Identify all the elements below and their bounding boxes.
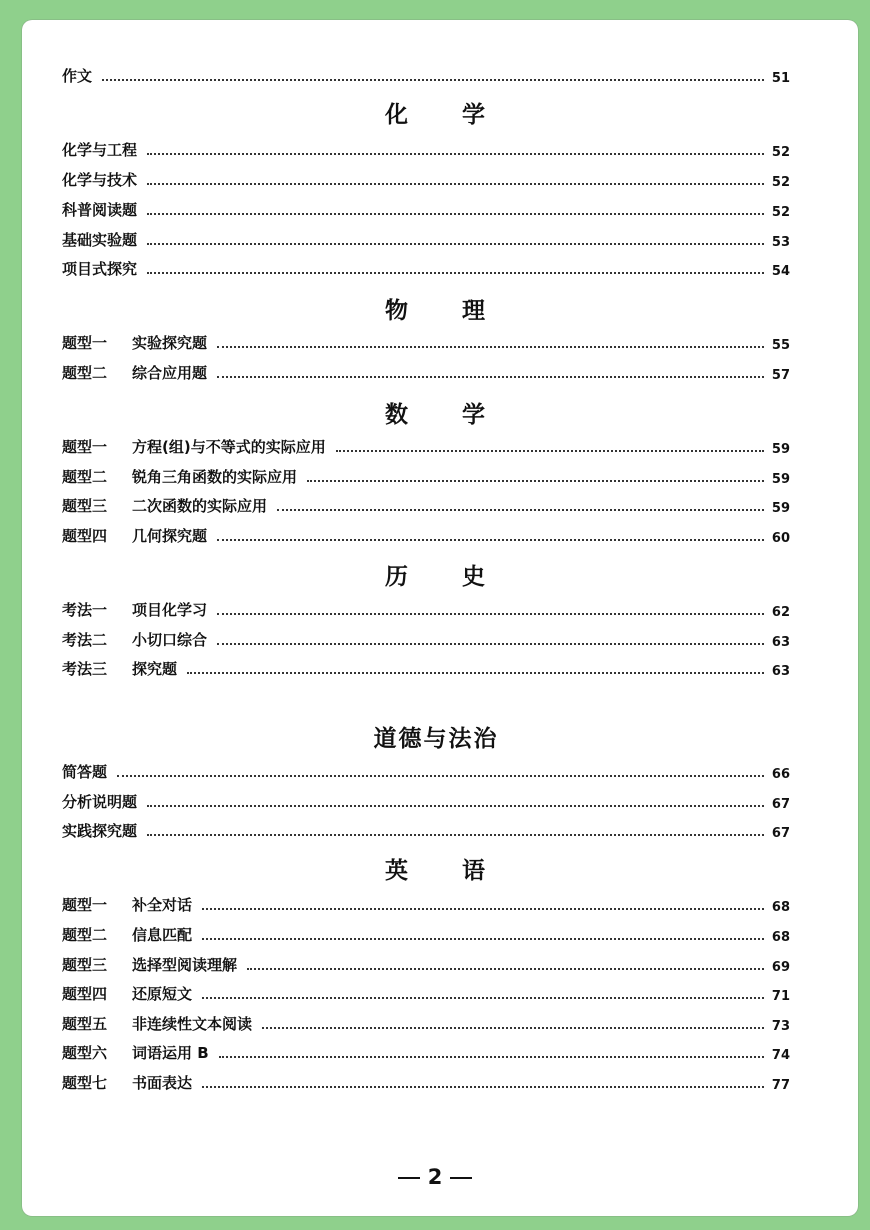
toc-entry xyxy=(62,361,790,385)
toc-entry-prefix: 题型四 xyxy=(62,527,108,545)
toc-entry-label xyxy=(62,465,297,489)
toc-entry-label xyxy=(62,64,92,88)
toc-entry-label xyxy=(62,361,207,385)
toc-entry xyxy=(62,819,790,843)
toc-entry-label xyxy=(62,168,137,192)
toc-leader-dots xyxy=(147,243,764,245)
toc-entry-prefix: 题型二 xyxy=(62,468,108,486)
toc-leader-dots xyxy=(217,346,764,348)
toc-leader-dots xyxy=(147,183,764,185)
toc-entry-label xyxy=(62,138,137,162)
toc-leader-dots xyxy=(147,153,764,155)
toc-entry-prefix: 题型三 xyxy=(62,497,108,515)
toc-entry xyxy=(62,790,790,814)
toc-entry xyxy=(62,598,790,622)
toc-entry-label xyxy=(62,628,207,652)
toc-entry-prefix: 题型四 xyxy=(62,985,108,1003)
toc-entry-label xyxy=(62,923,192,947)
toc-entry-title: 锐角三角函数的实际应用 xyxy=(132,468,298,486)
toc-entry xyxy=(62,198,790,222)
toc-leader-dots xyxy=(202,997,764,999)
toc-entry xyxy=(62,168,790,192)
toc-entry-prefix: 题型五 xyxy=(62,1015,108,1033)
toc-entry-title: 实验探究题 xyxy=(132,334,208,352)
toc-entry xyxy=(62,524,790,548)
toc-entry-label xyxy=(62,760,107,784)
toc-entry-page: 59 xyxy=(771,472,790,487)
toc-entry-title: 综合应用题 xyxy=(132,364,208,382)
toc-entry-label xyxy=(62,790,137,814)
toc-entry-prefix: 题型一 xyxy=(62,896,108,914)
toc-entry-page: 73 xyxy=(771,1019,790,1034)
toc-entry xyxy=(62,893,790,917)
toc-entry-title: 选择型阅读理解 xyxy=(132,956,238,974)
toc-leader-dots xyxy=(217,643,764,645)
toc-entry xyxy=(62,657,790,681)
toc-entry-title: 实践探究题 xyxy=(62,822,138,840)
toc-entry xyxy=(62,138,790,162)
toc-entry-title: 书面表达 xyxy=(132,1074,193,1092)
toc-entry xyxy=(62,257,790,281)
toc-entry-prefix: 题型六 xyxy=(62,1044,108,1062)
toc-entry-page: 52 xyxy=(771,145,790,160)
toc-entry-page: 59 xyxy=(771,501,790,516)
toc-entry-label xyxy=(62,1071,192,1095)
toc-entry-label xyxy=(62,982,192,1006)
toc-leader-dots xyxy=(277,509,764,511)
toc-entry xyxy=(62,923,790,947)
toc-entry-title: 二次函数的实际应用 xyxy=(132,497,268,515)
toc-entry-page: 71 xyxy=(771,989,790,1004)
toc-entry-page: 55 xyxy=(771,338,790,353)
toc-leader-dots xyxy=(147,213,764,215)
toc-entry-page: 74 xyxy=(771,1048,790,1063)
toc-leader-dots xyxy=(247,968,764,970)
toc-entry-label xyxy=(62,494,267,518)
footer-dash-left xyxy=(398,1177,420,1179)
toc-entry-prefix: 题型一 xyxy=(62,334,108,352)
toc-entry-title: 基础实验题 xyxy=(62,231,138,249)
toc-entry-page: 52 xyxy=(771,175,790,190)
toc-entry-title: 信息匹配 xyxy=(132,926,193,944)
toc-entry-title: 化学与技术 xyxy=(62,171,138,189)
toc-entry-prefix: 题型三 xyxy=(62,956,108,974)
toc-entry xyxy=(62,64,790,88)
toc-leader-dots xyxy=(117,775,764,777)
toc-entry-title: 词语运用 B xyxy=(132,1044,209,1062)
toc-entry xyxy=(62,331,790,355)
toc-entry-label xyxy=(62,198,137,222)
toc-entry-page: 68 xyxy=(771,900,790,915)
toc-entry-label xyxy=(62,435,326,459)
toc-leader-dots xyxy=(202,938,764,940)
toc-entry-label xyxy=(62,228,137,252)
toc-leader-dots xyxy=(147,834,764,836)
toc-entry-page: 59 xyxy=(771,442,790,457)
toc-entry xyxy=(62,1012,790,1036)
toc-entry-prefix: 题型一 xyxy=(62,438,108,456)
toc-entry-label xyxy=(62,257,137,281)
toc-entry-label xyxy=(62,657,177,681)
toc-entry-prefix: 题型七 xyxy=(62,1074,108,1092)
toc-entry-title: 项目式探究 xyxy=(62,260,138,278)
toc-entry xyxy=(62,760,790,784)
toc-entry-page: 67 xyxy=(771,826,790,841)
toc-entry-page: 63 xyxy=(771,635,790,650)
page-footer xyxy=(0,1165,870,1189)
toc-entry-label xyxy=(62,1012,252,1036)
page-number: 2 xyxy=(427,1165,443,1189)
toc-entry-page: 52 xyxy=(771,205,790,220)
toc-leader-dots xyxy=(217,613,764,615)
toc-entry-title: 小切口综合 xyxy=(132,631,208,649)
toc-entry-label xyxy=(62,1041,209,1065)
toc-entry-prefix: 题型二 xyxy=(62,926,108,944)
toc-entry xyxy=(62,628,790,652)
toc-entry-page: 66 xyxy=(771,767,790,782)
toc-entry-page: 63 xyxy=(771,664,790,679)
toc-entry-prefix: 题型二 xyxy=(62,364,108,382)
toc-leader-dots xyxy=(202,908,764,910)
toc-entry-title: 非连续性文本阅读 xyxy=(132,1015,253,1033)
footer-dash-right xyxy=(450,1177,472,1179)
toc-entry-page: 53 xyxy=(771,235,790,250)
toc-entry-title: 分析说明题 xyxy=(62,793,138,811)
toc-entry-page: 67 xyxy=(771,797,790,812)
section-heading-morality-and-law: 道德与法治 xyxy=(373,725,499,752)
toc-leader-dots xyxy=(202,1086,764,1088)
section-heading-english: 英语 xyxy=(385,857,539,884)
toc-entry-label xyxy=(62,953,237,977)
toc-entry-label xyxy=(62,598,207,622)
toc-entry-prefix: 考法一 xyxy=(62,601,108,619)
toc-entry-label xyxy=(62,524,207,548)
toc-leader-dots xyxy=(262,1027,764,1029)
toc-leader-dots xyxy=(147,805,764,807)
toc-entry-title: 还原短文 xyxy=(132,985,193,1003)
toc-leader-dots xyxy=(307,480,764,482)
toc-entry xyxy=(62,465,790,489)
toc-entry-page: 68 xyxy=(771,930,790,945)
toc-entry-page: 54 xyxy=(771,264,790,279)
toc-entry-label xyxy=(62,331,207,355)
toc-entry xyxy=(62,953,790,977)
toc-entry-prefix: 考法二 xyxy=(62,631,108,649)
toc-leader-dots xyxy=(217,376,764,378)
toc-entry-title: 作文 xyxy=(62,67,93,85)
section-heading-history: 历史 xyxy=(385,563,539,590)
toc-entry-label xyxy=(62,893,192,917)
toc-entry-page: 62 xyxy=(771,605,790,620)
toc-entry-prefix: 考法三 xyxy=(62,660,108,678)
toc-entry-page: 77 xyxy=(771,1078,790,1093)
toc-leader-dots xyxy=(102,79,764,81)
toc-leader-dots xyxy=(219,1056,764,1058)
toc-entry-page: 69 xyxy=(771,960,790,975)
toc-leader-dots xyxy=(147,272,764,274)
toc-entry-title: 补全对话 xyxy=(132,896,193,914)
toc-entry-page: 57 xyxy=(771,368,790,383)
toc-entry xyxy=(62,494,790,518)
toc-entry-title: 几何探究题 xyxy=(132,527,208,545)
toc-entry-page: 51 xyxy=(771,71,790,86)
toc-entry-title: 化学与工程 xyxy=(62,141,138,159)
toc-entry-title: 项目化学习 xyxy=(132,601,208,619)
toc-entry-title: 简答题 xyxy=(62,763,108,781)
toc-entry-page: 60 xyxy=(771,531,790,546)
toc-entry-title: 探究题 xyxy=(132,660,178,678)
section-heading-mathematics: 数学 xyxy=(385,401,539,428)
toc-leader-dots xyxy=(217,539,764,541)
toc-entry xyxy=(62,1041,790,1065)
section-heading-chemistry: 化学 xyxy=(385,101,539,128)
toc-entry xyxy=(62,435,790,459)
section-heading-physics: 物理 xyxy=(385,297,539,324)
toc-entry xyxy=(62,982,790,1006)
toc-entry xyxy=(62,228,790,252)
toc-entry-label xyxy=(62,819,137,843)
toc-entry-title: 方程(组)与不等式的实际应用 xyxy=(132,438,326,456)
toc-leader-dots xyxy=(187,672,764,674)
toc-entry-title: 科普阅读题 xyxy=(62,201,138,219)
toc-leader-dots xyxy=(336,450,764,452)
toc-entry xyxy=(62,1071,790,1095)
